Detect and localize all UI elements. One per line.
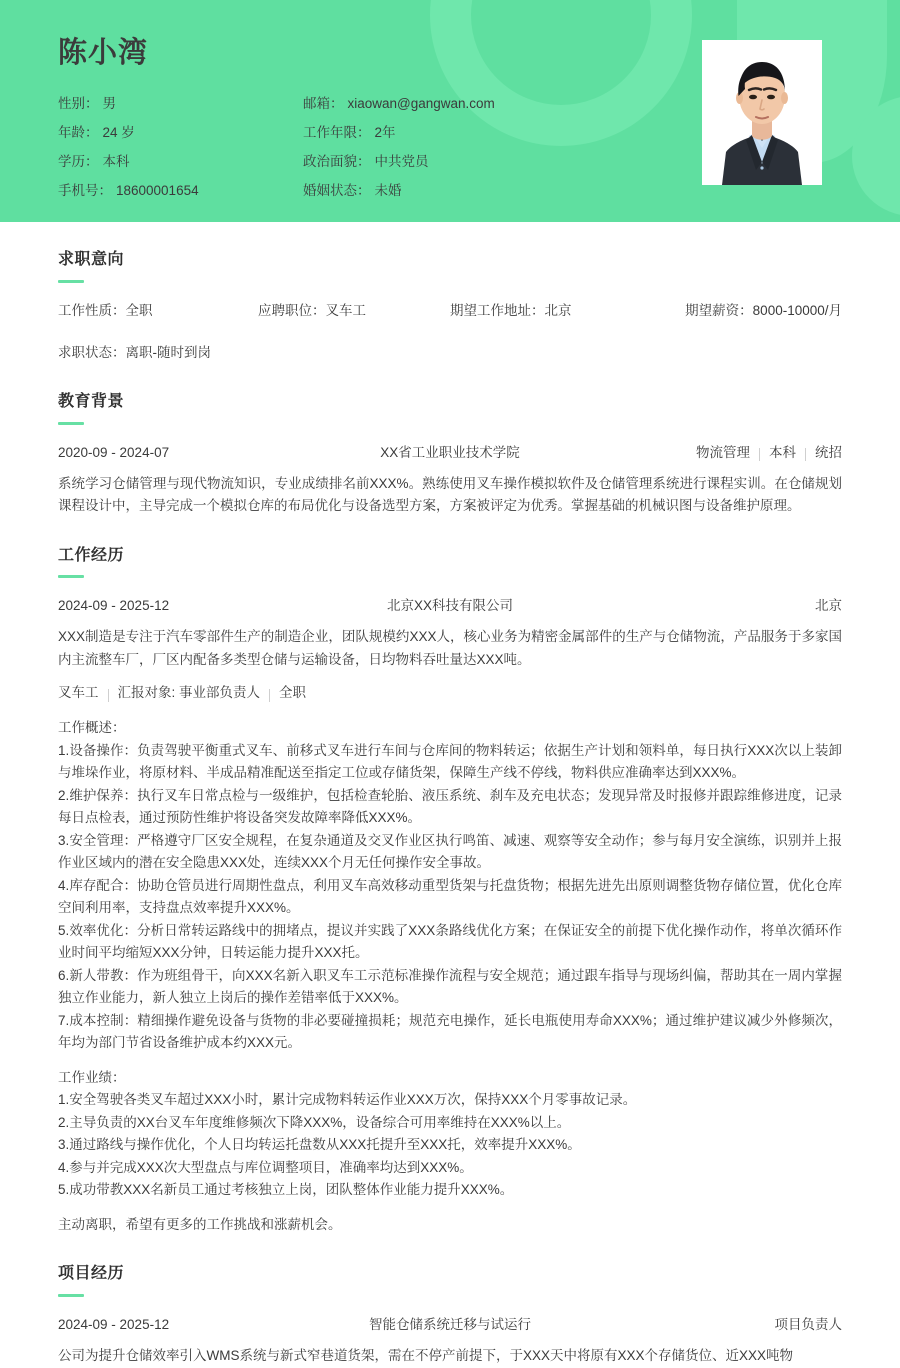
tag-separator-icon — [108, 689, 109, 702]
field-expected-salary — [668, 300, 842, 322]
field-value-expected-salary: 8000-10000/月 — [752, 302, 842, 318]
work-company-intro: XXX制造是专注于汽车零部件生产的制造企业，团队规模约XXX人，核心业务为精密金属部件的生产与仓储物流，产品服务于多家国内主流整车厂，厂区内配备多类型仓储与运输设备，日均物料吞吐量达XXX吨。 — [58, 629, 842, 667]
section-project-experience — [58, 1236, 842, 1367]
work-achievement-item-3: 3.通过路线与操作优化，个人日均转运托盘数从XXX托提升至XXX托，效率提升XXX%。 — [58, 1137, 581, 1153]
work-overview-item-7: 7.成本控制：精细操作避免设备与货物的非必要碰撞损耗；规范充电操作，延长电瓶使用寿命XXX%；通过维护建议减少外修频次，年均为部门节省设备维护成本约XXX元。 — [58, 1012, 842, 1051]
project-name: 智能仓储系统迁移与试运行 — [369, 1317, 531, 1333]
field-value-expected-location: 北京 — [544, 302, 572, 318]
field-applied-position — [258, 300, 450, 322]
info-label-work-years: 工作年限： — [303, 124, 371, 140]
work-role-title: 叉车工 — [58, 685, 99, 701]
tag-separator-icon — [759, 448, 760, 461]
work-achievement-block — [58, 1067, 842, 1202]
work-achievement-item-4: 4.参与并完成XXX次大型盘点与库位调整项目，准确率均达到XXX%。 — [58, 1159, 473, 1175]
work-entry-header — [58, 595, 842, 617]
field-job-type — [58, 300, 258, 322]
section-accent-rule — [58, 280, 84, 283]
field-label-applied-position: 应聘职位： — [258, 302, 326, 318]
work-overview-item-4: 4.库存配合：协助仓管员进行周期性盘点，利用叉车高效移动重型货架与托盘货物；根据先进先出原则调整货物存储位置，优化仓库空间利用率，支持盘点效率提升XXX%。 — [58, 877, 842, 916]
info-item-degree — [58, 151, 303, 173]
candidate-name: 陈小湾 — [58, 37, 149, 69]
info-label-marital-status: 婚姻状态： — [303, 182, 371, 198]
education-tag-major: 物流管理 — [696, 444, 750, 460]
info-value-gender: 男 — [102, 95, 116, 111]
education-description: 系统学习仓储管理与现代物流知识，专业成绩排名前XXX%。熟练使用叉车操作模拟软件及仓储管理系统进行课程实训。在仓储规划课程设计中，主导完成一个模拟仓库的布局优化与设备选型方案，方案被评定为优秀。掌握基础的机械识图与设备维护原理。 — [58, 475, 842, 514]
field-value-job-type: 全职 — [125, 302, 153, 318]
work-achievement-item-2: 2.主导负责的XX台叉车年度维修频次下降XXX%，设备综合可用率维持在XXX%以上。 — [58, 1114, 571, 1130]
project-entry-header — [58, 1314, 842, 1336]
education-tag-degree: 本科 — [769, 444, 796, 460]
info-value-degree: 本科 — [102, 153, 130, 169]
project-description: 公司为提升仓储效率引入WMS系统与新式窄巷道货架，需在不停产前提下，于XXX天中将原有XXX个存储货位、近XXX吨物 — [58, 1348, 794, 1364]
section-title-project-experience: 项目经历 — [58, 1265, 125, 1283]
work-overview-item-5: 5.效率优化：分析日常转运路线中的拥堵点，提议并实践了XXX条路线优化方案；在保证安全的前提下优化操作动作，将单次循环作业时间平均缩短XXX分钟，日转运能力提升XXX托。 — [58, 922, 842, 961]
info-value-email: xiaowan@gangwan.com — [347, 95, 495, 111]
info-item-age — [58, 122, 303, 144]
field-job-status — [58, 342, 842, 364]
work-company: 北京XX科技有限公司 — [386, 598, 513, 614]
work-overview-item-1: 1.设备操作：负责驾驶平衡重式叉车、前移式叉车进行车间与仓库间的物料转运；依据生产计划和领料单，每日执行XXX次以上装卸与堆垛作业，将原材料、半成品精准配送至指定工位或存储货架，保障生产线不停线，物料供应准确率达到XXX%。 — [58, 742, 842, 781]
work-achievement-label: 工作业绩： — [58, 1069, 126, 1085]
work-report-to: 汇报对象: 事业部负责人 — [117, 685, 261, 701]
section-accent-rule — [58, 422, 84, 425]
field-expected-location — [450, 300, 668, 322]
section-accent-rule — [58, 1294, 84, 1297]
info-label-political-status: 政治面貌： — [303, 153, 371, 169]
work-achievement-item-1: 1.安全驾驶各类叉车超过XXX小时，累计完成物料转运作业XXX万次，保持XXX个月零事故记录。 — [58, 1092, 637, 1108]
field-label-job-type: 工作性质： — [58, 302, 126, 318]
field-label-job-status: 求职状态： — [58, 344, 126, 360]
spacer — [58, 1202, 842, 1214]
info-item-gender — [58, 93, 303, 115]
work-overview-item-3: 3.安全管理：严格遵守厂区安全规程，在复杂通道及交叉作业区执行鸣笛、减速、观察等安全动作；参与每月安全演练，识别并上报作业区域内的潜在安全隐患XXX处，连续XXX个月无任何操作安全事故。 — [58, 832, 842, 871]
info-value-age: 24 岁 — [102, 124, 135, 140]
work-employment-type: 全职 — [279, 685, 307, 701]
work-overview-item-2: 2.维护保养：执行叉车日常点检与一级维护，包括检查轮胎、液压系统、刹车及充电状态；发现异常及时报修并跟踪维修进度，记录每日点检表，通过预防性维护将设备突发故障率降低XXX%。 — [58, 787, 842, 826]
field-label-expected-salary: 期望薪资： — [685, 302, 753, 318]
work-date: 2024-09 - 2025-12 — [58, 598, 170, 614]
education-tag-admission: 统招 — [815, 444, 842, 460]
info-value-political-status: 中共党员 — [374, 153, 429, 169]
info-label-age: 年龄： — [58, 124, 99, 140]
tag-separator-icon — [805, 448, 806, 461]
resume-header — [0, 0, 900, 222]
work-location: 北京 — [815, 598, 842, 614]
education-date: 2020-09 - 2024-07 — [58, 444, 170, 460]
job-intention-fields — [58, 300, 842, 322]
work-overview-item-6: 6.新人带教：作为班组骨干，向XXX名新入职叉车工示范标准操作流程与安全规范；通过跟车指导与现场纠偏，帮助其在一周内掌握独立作业能力，新人独立上岗后的操作差错率低于XXX%。 — [58, 967, 842, 1006]
section-title-work-experience: 工作经历 — [58, 546, 125, 564]
info-label-gender: 性别： — [58, 95, 99, 111]
work-overview-label: 工作概述： — [58, 720, 126, 736]
education-tags — [542, 442, 842, 464]
education-school: XX省工业职业技术学院 — [380, 444, 520, 460]
info-value-marital-status: 未婚 — [374, 182, 402, 198]
info-value-phone: 18600001654 — [116, 182, 199, 198]
section-work-experience — [58, 518, 842, 1237]
section-title-job-intention: 求职意向 — [58, 251, 125, 268]
field-label-expected-location: 期望工作地址： — [450, 302, 545, 318]
project-date: 2024-09 - 2025-12 — [58, 1317, 170, 1333]
portrait-photo-icon — [702, 40, 822, 185]
info-label-phone: 手机号： — [58, 182, 112, 198]
section-title-education: 教育背景 — [58, 392, 125, 410]
tag-separator-icon — [269, 689, 270, 702]
info-label-email: 邮箱： — [303, 95, 344, 111]
work-overview-block — [58, 717, 842, 1055]
info-item-phone — [58, 180, 303, 202]
work-role-tags — [58, 682, 842, 704]
education-entry-header — [58, 442, 842, 464]
work-leave-reason: 主动离职，希望有更多的工作挑战和涨薪机会。 — [58, 1216, 342, 1232]
field-value-job-status: 离职-随时到岗 — [125, 344, 211, 360]
section-education — [58, 364, 842, 518]
candidate-photo — [702, 40, 822, 185]
work-achievement-item-5: 5.成功带教XXX名新员工通过考核独立上岗，团队整体作业能力提升XXX%。 — [58, 1182, 514, 1198]
field-value-applied-position: 叉车工 — [325, 302, 366, 318]
section-accent-rule — [58, 575, 84, 578]
project-role: 项目负责人 — [774, 1317, 842, 1333]
info-value-work-years: 2年 — [374, 124, 396, 140]
spacer — [58, 1055, 842, 1067]
info-label-degree: 学历： — [58, 153, 99, 169]
section-job-intention — [58, 222, 842, 364]
